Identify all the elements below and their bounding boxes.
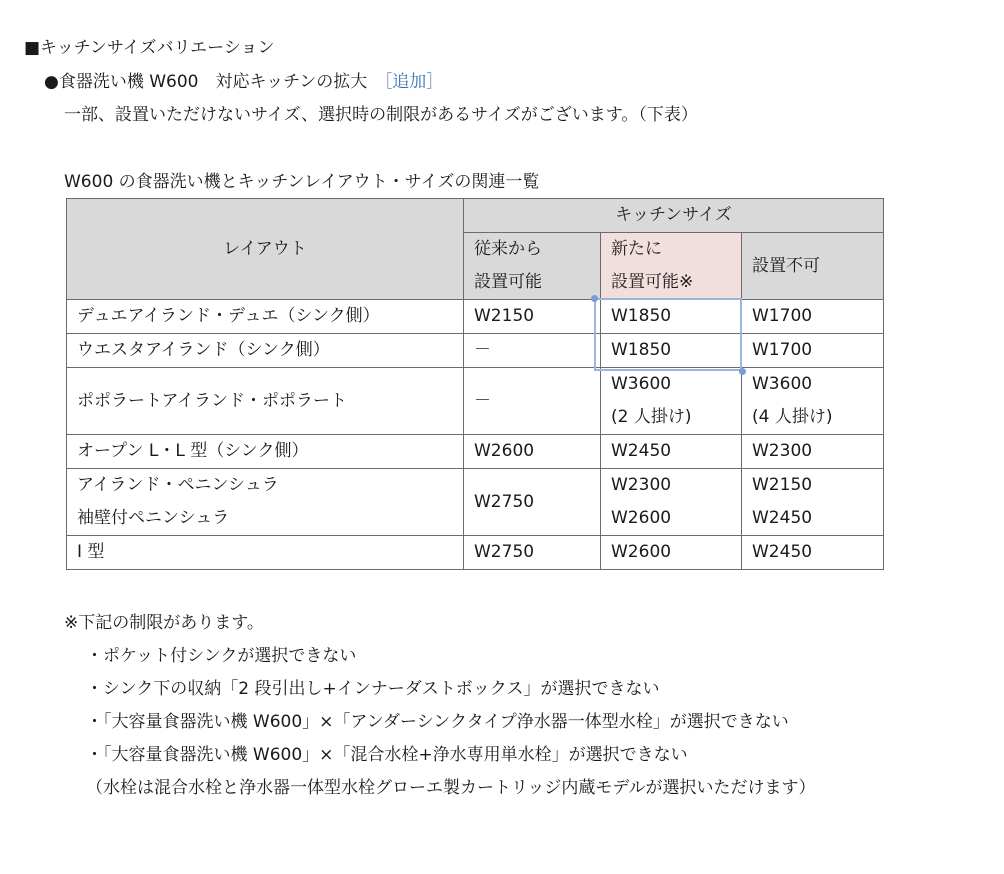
existing-cell [464, 368, 601, 435]
table-row [67, 435, 884, 469]
existing-cell [464, 536, 601, 570]
header-kitchen-size: キッチンサイズ [464, 199, 884, 233]
note-item: ・「大容量食器洗い機 W600」×「混合水栓+浄水専用単水栓」が選択できない [86, 745, 688, 765]
layout-cell [67, 536, 464, 570]
existing-cell-line: － [474, 390, 491, 411]
table-row [67, 368, 884, 435]
header-existing-line: 設置可能 [474, 272, 542, 292]
existing-cell-line: W2750 [474, 491, 535, 512]
layout-cell [67, 469, 464, 536]
existing-cell [464, 334, 601, 368]
header-new-line: 設置可能※ [611, 272, 694, 292]
header-layout: レイアウト [67, 199, 464, 300]
existing-cell-line: W2150 [474, 306, 535, 326]
added-tag: ［追加］ [375, 72, 444, 92]
header-new [601, 233, 742, 300]
not-possible-cell [742, 469, 884, 536]
not-possible-cell-line: W2300 [752, 441, 813, 461]
new-cell-line: W2600 [611, 508, 672, 528]
not-possible-cell-line: W1700 [752, 340, 813, 360]
not-possible-cell-line: W3600 [752, 374, 813, 394]
header-existing [464, 233, 601, 300]
new-cell-line: W2600 [611, 542, 672, 562]
new-cell-line: W2300 [611, 475, 672, 495]
existing-cell [464, 435, 601, 469]
subheading-text: ●食器洗い機 W600 対応キッチンの拡大 [44, 72, 368, 92]
not-possible-cell [742, 536, 884, 570]
not-possible-cell [742, 435, 884, 469]
section-heading: ■キッチンサイズバリエーション [24, 38, 275, 58]
new-cell-line: W1850 [611, 306, 672, 326]
layout-cell [67, 435, 464, 469]
not-possible-cell [742, 368, 884, 435]
layout-cell-line: オープン L・L 型（シンク側） [77, 441, 309, 461]
layout-cell-line: 袖壁付ペニンシュラ [77, 508, 230, 528]
layout-cell-line: アイランド・ペニンシュラ [77, 475, 279, 495]
layout-cell-line: デュエアイランド・デュエ（シンク側） [77, 306, 380, 326]
layout-cell-line: I 型 [77, 542, 105, 562]
existing-cell-line: － [474, 340, 491, 360]
new-cell [601, 368, 742, 435]
kitchen-size-table [66, 198, 884, 570]
new-cell [601, 469, 742, 536]
layout-cell-line: ポポラートアイランド・ポポラート [77, 390, 347, 411]
layout-cell [67, 300, 464, 334]
layout-cell [67, 368, 464, 435]
note-item: ・シンク下の収納「2 段引出し+インナーダストボックス」が選択できない [86, 679, 660, 699]
new-cell-line: W3600 [611, 374, 672, 394]
subheading [44, 70, 443, 94]
table-row [67, 334, 884, 368]
existing-cell [464, 300, 601, 334]
existing-cell [464, 469, 601, 536]
table-row [67, 469, 884, 536]
new-cell-line: (2 人掛け) [611, 407, 692, 427]
header-existing-line: 従来から [474, 239, 542, 259]
note-item: ・ポケット付シンクが選択できない [86, 646, 357, 666]
new-cell [601, 334, 742, 368]
existing-cell-line: W2750 [474, 542, 535, 562]
new-cell [601, 435, 742, 469]
selection-handle[interactable] [739, 368, 746, 375]
notes-title: ※下記の制限があります。 [64, 613, 264, 633]
notes-footer: （水栓は混合水栓と浄水器一体型水栓グローエ製カートリッジ内蔵モデルが選択いただけます） [86, 778, 816, 798]
layout-cell [67, 334, 464, 368]
intro-text: 一部、設置いただけないサイズ、選択時の制限があるサイズがございます。（下表） [64, 105, 698, 125]
not-possible-cell-line: (4 人掛け) [752, 407, 833, 427]
not-possible-cell [742, 300, 884, 334]
new-cell [601, 536, 742, 570]
not-possible-cell-line: W2450 [752, 542, 813, 562]
header-new-line: 新たに [611, 239, 662, 259]
selection-handle[interactable] [591, 295, 598, 302]
new-cell [601, 300, 742, 334]
note-item: ・「大容量食器洗い機 W600」×「アンダーシンクタイプ浄水器一体型水栓」が選択できない [86, 712, 789, 732]
table-caption: W600 の食器洗い機とキッチンレイアウト・サイズの関連一覧 [64, 172, 540, 192]
not-possible-cell-line: W1700 [752, 306, 813, 326]
layout-cell-line: ウエスタアイランド（シンク側） [77, 340, 330, 360]
existing-cell-line: W2600 [474, 441, 535, 461]
table-row [67, 536, 884, 570]
header-not-possible: 設置不可 [742, 233, 884, 300]
table-row [67, 300, 884, 334]
not-possible-cell-line: W2150 [752, 475, 813, 495]
not-possible-cell-line: W2450 [752, 508, 813, 528]
new-cell-line: W2450 [611, 441, 672, 461]
new-cell-line: W1850 [611, 340, 672, 360]
not-possible-cell [742, 334, 884, 368]
